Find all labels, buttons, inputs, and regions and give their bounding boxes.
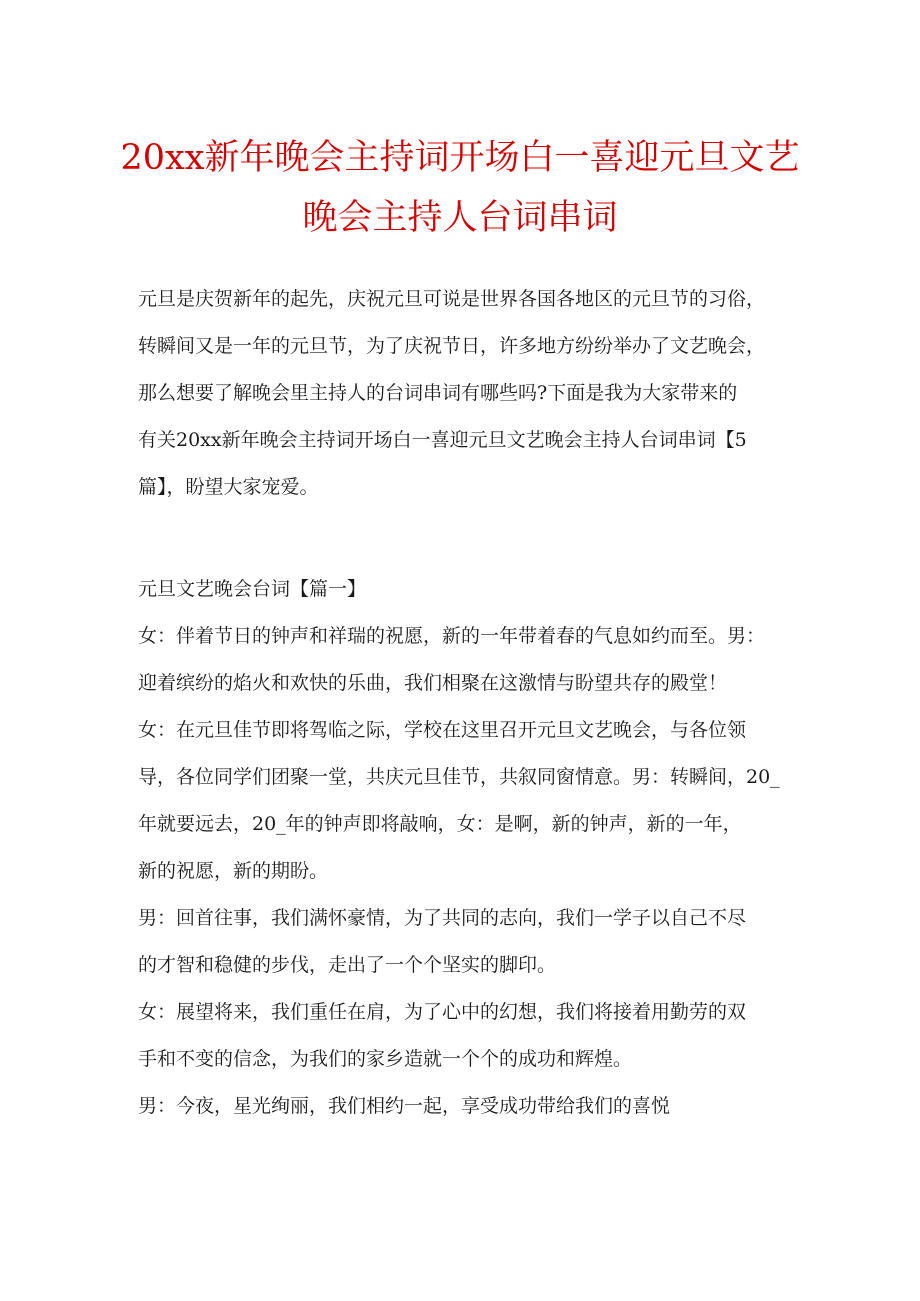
section-line-3: 女：在元旦佳节即将驾临之际，学校在这里召开元旦文艺晚会，与各位领 <box>138 719 747 741</box>
section-line-4: 导，各位同学们团聚一堂，共庆元旦佳节，共叙同窗情意。男：转瞬间，20_ <box>138 766 780 788</box>
section-line-2: 迎着缤纷的焰火和欢快的乐曲，我们相聚在这激情与盼望共存的殿堂！ <box>138 672 728 694</box>
section-one <box>138 566 798 1130</box>
section-line-6: 新的祝愿，新的期盼。 <box>138 860 329 882</box>
section-line-7: 男：回首往事，我们满怀豪情，为了共同的志向，我们一学子以自己不尽 <box>138 907 747 929</box>
title-line-2: 晚会主持人台词串词 <box>302 198 618 238</box>
section-line-1: 女：伴着节日的钟声和祥瑞的祝愿，新的一年带着春的气息如约而至。男： <box>138 625 766 647</box>
intro-line-3: 那么想要了解晚会里主持人的台词串词有哪些吗?下面是我为大家带来的 <box>138 382 738 404</box>
section-line-10: 手和不变的信念，为我们的家乡造就一个个的成功和辉煌。 <box>138 1048 633 1070</box>
intro-line-1: 元旦是庆贺新年的起先，庆祝元旦可说是世界各国各地区的元旦节的习俗， <box>138 288 766 310</box>
intro-line-4: 有关20xx新年晚会主持词开场白一喜迎元旦文艺晚会主持人台词串词【5 <box>138 429 747 451</box>
document-title <box>90 128 830 248</box>
title-line-1: 20xx新年晚会主持词开场白一喜迎元旦文艺 <box>120 138 800 178</box>
section-line-11: 男：今夜，星光绚丽，我们相约一起，享受成功带给我们的喜悦 <box>138 1095 671 1117</box>
intro-line-5: 篇】，盼望大家宠爱。 <box>138 476 319 498</box>
intro-line-2: 转瞬间又是一年的元旦节，为了庆祝节日，许多地方纷纷举办了文艺晚会， <box>138 335 766 357</box>
section-line-9: 女：展望将来，我们重任在肩，为了心中的幻想，我们将接着用勤劳的双 <box>138 1001 747 1023</box>
intro-paragraph <box>138 276 798 511</box>
section-heading: 元旦文艺晚会台词【篇一】 <box>138 578 367 600</box>
section-line-5: 年就要远去，20_年的钟声即将敲响，女：是啊，新的钟声，新的一年， <box>138 813 742 835</box>
section-line-8: 的才智和稳健的步伐，走出了一个个坚实的脚印。 <box>138 954 557 976</box>
